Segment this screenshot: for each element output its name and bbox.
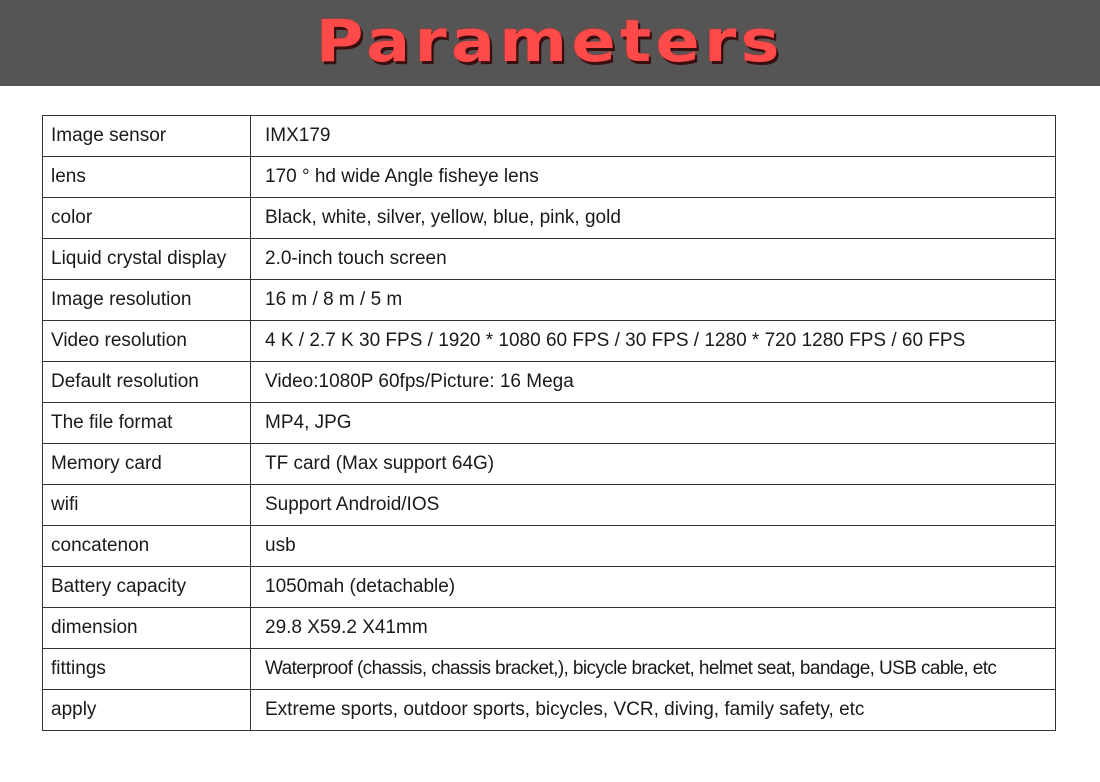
spec-value: usb [251,526,1056,567]
spec-value: 4 K / 2.7 K 30 FPS / 1920 * 1080 60 FPS / 30 FPS / 1280 * 720 1280 FPS / 60 FPS [251,321,1056,362]
spec-value: Waterproof (chassis, chassis bracket,), bicycle bracket, helmet seat, bandage, USB cable, etc [251,649,1056,690]
table-row [43,690,1056,731]
table-row [43,362,1056,403]
table-row [43,403,1056,444]
table-row [43,485,1056,526]
spec-value: Black, white, silver, yellow, blue, pink, gold [251,198,1056,239]
table-row [43,198,1056,239]
spec-label: Default resolution [43,362,251,403]
spec-value: TF card (Max support 64G) [251,444,1056,485]
spec-value: 29.8 X59.2 X41mm [251,608,1056,649]
spec-value: IMX179 [251,116,1056,157]
table-row [43,280,1056,321]
spec-label: lens [43,157,251,198]
spec-value: 1050mah (detachable) [251,567,1056,608]
spec-label: The file format [43,403,251,444]
table-row [43,567,1056,608]
spec-value: Video:1080P 60fps/Picture: 16 Mega [251,362,1056,403]
spec-label: Image sensor [43,116,251,157]
page-title: Parameters [316,7,784,75]
spec-label: Image resolution [43,280,251,321]
table-row [43,608,1056,649]
table-row [43,526,1056,567]
spec-value: 16 m / 8 m / 5 m [251,280,1056,321]
spec-label: color [43,198,251,239]
spec-value: 170 ° hd wide Angle fisheye lens [251,157,1056,198]
spec-value: Support Android/IOS [251,485,1056,526]
spec-label: Battery capacity [43,567,251,608]
spec-label: fittings [43,649,251,690]
spec-label: wifi [43,485,251,526]
spec-label: dimension [43,608,251,649]
table-row [43,444,1056,485]
spec-label: apply [43,690,251,731]
spec-label: Memory card [43,444,251,485]
table-row [43,157,1056,198]
table-row [43,239,1056,280]
parameters-table [42,115,1056,731]
spec-label: Liquid crystal display [43,239,251,280]
spec-label: concatenon [43,526,251,567]
table-row [43,321,1056,362]
spec-value: MP4, JPG [251,403,1056,444]
spec-label: Video resolution [43,321,251,362]
table-row [43,649,1056,690]
table-row [43,116,1056,157]
spec-value: 2.0-inch touch screen [251,239,1056,280]
header-banner [0,0,1100,86]
spec-value: Extreme sports, outdoor sports, bicycles, VCR, diving, family safety, etc [251,690,1056,731]
